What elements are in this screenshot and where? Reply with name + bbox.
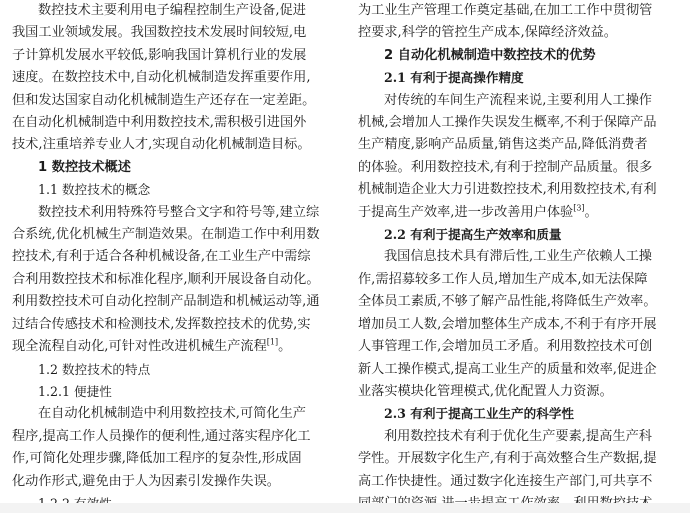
text-line xyxy=(358,22,688,44)
line-text: 生产精度,影响产品质量,销售这类产品,降低消费者 xyxy=(358,137,648,153)
text-line xyxy=(12,90,342,112)
section-heading: 2 自动化机械制造中数控技术的优势 xyxy=(384,47,596,63)
text-line xyxy=(358,448,688,470)
page-bottom-strip xyxy=(0,503,690,513)
text-line xyxy=(358,269,688,291)
text-line xyxy=(358,291,688,313)
line-text: 机械制造企业大力引进数控技术,利用数控技术,有利 xyxy=(358,182,657,198)
line-text: 控技术,有利于适合各种机械设备,在工业生产中需综 xyxy=(12,249,311,265)
subsection-heading: 2.2 有利于提高生产效率和质量 xyxy=(384,227,562,243)
text-line xyxy=(12,45,342,67)
text-line xyxy=(358,336,688,358)
line-text: 学性。开展数字化生产,有利于高效整合生产数据,提 xyxy=(358,451,657,467)
line-text: 于提高生产效率,进一步改善用户体验 xyxy=(358,204,574,220)
line-text: 我国工业领域发展。我国数控技术发展时间较短,电 xyxy=(12,25,307,41)
line-text: 全体员工素质,不够了解产品性能,将降低生产效率。 xyxy=(358,294,657,310)
text-line xyxy=(12,112,342,134)
line-text: 作,可简化处理步骤,降低加工程序的复杂性,形成固 xyxy=(12,451,302,467)
text-line xyxy=(358,246,688,268)
subsection-heading: 1.2 数控技术的特点 xyxy=(38,361,151,377)
line-text: 业落实模块化管理模式,优化配置人力资源。 xyxy=(358,383,613,399)
line-text: 的体验。利用数控技术,有利于控制产品质量。很多 xyxy=(358,159,653,175)
text-line xyxy=(12,246,342,268)
subsection-heading: 1.2.1 便捷性 xyxy=(38,383,112,399)
text-line xyxy=(358,202,688,224)
line-text: 利用数控技术可自动化控制产品制造和机械运动等,通 xyxy=(12,294,320,310)
line-text: 但和发达国家自动化机械制造生产还存在一定差距。 xyxy=(12,92,316,108)
line-text: 数控技术主要利用电子编程控制生产设备,促进 xyxy=(38,3,306,18)
paragraph xyxy=(12,0,342,157)
line-text: 合利用数控技术和标准化程序,顺利开展设备自动化。 xyxy=(12,271,320,287)
line-text: 增加员工人数,会增加整体生产成本,不利于有序开展 xyxy=(358,316,657,332)
citation-marker: [3] xyxy=(573,203,585,213)
text-line xyxy=(12,403,342,425)
text-line xyxy=(358,314,688,336)
line-text: 在自动化机械制造中利用数控技术,可简化生产 xyxy=(38,406,306,422)
paragraph xyxy=(358,0,688,45)
text-line xyxy=(12,67,342,89)
text-line xyxy=(12,224,342,246)
left-column xyxy=(12,0,342,515)
line-text: 新人工操作模式,提高工业生产的质量和效率,促进企 xyxy=(358,361,657,377)
text-line xyxy=(12,269,342,291)
line-text: 控要求,科学的管控生产成本,保障经济效益。 xyxy=(358,25,617,41)
text-line xyxy=(358,112,688,134)
paragraph xyxy=(358,90,688,224)
text-line xyxy=(358,179,688,201)
line-text: 我国信息技术具有滞后性,工业生产依赖人工操 xyxy=(384,249,652,265)
line-text: 数控技术利用特殊符号整合文字和符号等,建立综 xyxy=(38,204,320,220)
text-line xyxy=(358,381,688,403)
line-text: 程序,提高工作人员操作的便利性,通过落实程序化工 xyxy=(12,428,311,444)
line-tail: 。 xyxy=(278,339,292,355)
line-tail: 。 xyxy=(584,204,598,220)
text-line xyxy=(12,336,342,358)
line-text: 技术,注重培养专业人才,实现自动化机械制造目标。 xyxy=(12,137,311,153)
text-line xyxy=(358,471,688,493)
line-text: 对传统的车间生产流程来说,主要利用人工操作 xyxy=(384,92,652,108)
text-line xyxy=(12,426,342,448)
line-text: 现全流程自动化,可针对性改进机械生产流程 xyxy=(12,339,267,355)
text-line xyxy=(12,291,342,313)
subsection-heading: 2.1 有利于提高操作精度 xyxy=(384,70,524,86)
line-text: 高工作快捷性。通过数字化连接生产部门,可共享不 xyxy=(358,473,653,489)
line-text: 化动作形式,避免由于人为因素引发操作失误。 xyxy=(12,473,280,489)
line-text: 机械,会增加人工操作失误发生概率,不利于保障产品 xyxy=(358,115,657,131)
text-line xyxy=(358,134,688,156)
text-line xyxy=(358,0,688,22)
citation-marker: [1] xyxy=(266,337,279,347)
paragraph xyxy=(12,403,342,493)
section-heading: 1 数控技术概述 xyxy=(38,159,131,175)
text-line xyxy=(12,314,342,336)
text-line xyxy=(12,0,342,22)
text-line xyxy=(12,202,342,224)
line-text: 人事管理工作,会增加员工矛盾。利用数控技术可创 xyxy=(358,339,653,355)
text-line xyxy=(358,426,688,448)
line-text: 过结合传感技术和检测技术,发挥数控技术的优势,实 xyxy=(12,316,311,332)
right-column xyxy=(358,0,688,515)
text-line xyxy=(358,359,688,381)
subsection-heading: 1.1 数控技术的概念 xyxy=(38,182,151,198)
line-text: 在自动化机械制造中利用数控技术,需积极引进国外 xyxy=(12,115,307,131)
paragraph xyxy=(12,202,342,359)
line-text: 速度。在数控技术中,自动化机械制造发挥重要作用, xyxy=(12,70,311,86)
text-line xyxy=(12,134,342,156)
paragraph xyxy=(358,246,688,403)
paragraph xyxy=(358,426,688,515)
line-text: 利用数控技术有利于优化生产要素,提高生产科 xyxy=(384,428,652,444)
subsection-heading: 2.3 有利于提高工业生产的科学性 xyxy=(384,406,575,422)
line-text: 作,需招募较多工作人员,增加生产成本,如无法保障 xyxy=(358,271,648,287)
line-text: 为工业生产管理工作奠定基础,在加工工作中贯彻管 xyxy=(358,3,653,18)
text-line xyxy=(12,448,342,470)
text-line xyxy=(12,471,342,493)
text-line xyxy=(358,90,688,112)
line-text: 合系统,优化机械生产制造效果。在制造工作中利用数 xyxy=(12,227,320,243)
text-line xyxy=(358,157,688,179)
text-line xyxy=(12,22,342,44)
line-text: 子计算机发展水平较低,影响我国计算机行业的发展 xyxy=(12,47,307,63)
